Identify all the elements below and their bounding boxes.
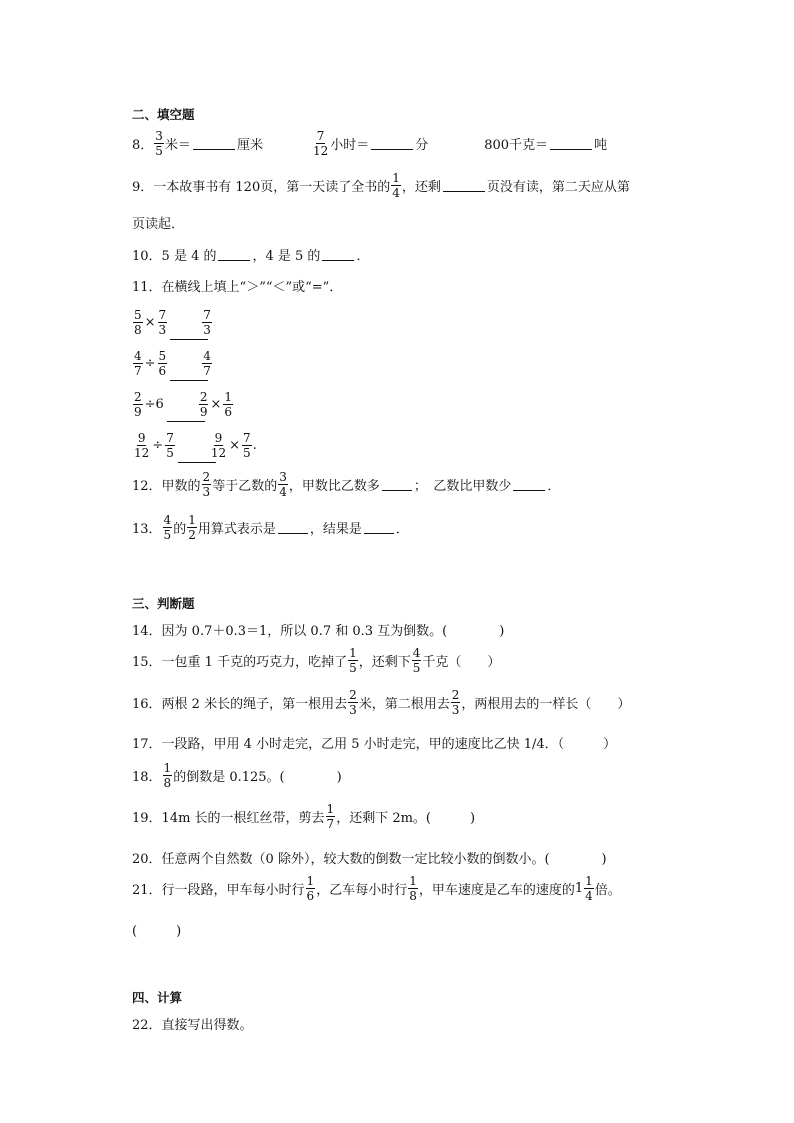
text: ，还剩下 [358, 655, 411, 670]
text: 吨 [594, 138, 608, 153]
question-19 [132, 803, 475, 830]
fraction: $\frac{4}{7}$ [134, 349, 142, 378]
fraction: $\frac{1}{6}$ [224, 390, 232, 419]
section-title-judgement: 三、判断题 [132, 596, 195, 611]
answer-blank[interactable] [443, 179, 485, 192]
fraction: $\frac{1}{2}$ [188, 513, 196, 542]
text: 厘米 [236, 138, 263, 153]
fraction: $\frac{7}{5}$ [166, 431, 174, 460]
fraction: $\frac{4}{7}$ [203, 349, 211, 378]
text: 倍。 [594, 883, 621, 898]
fraction: $\frac{1}{4}$ [585, 874, 593, 903]
text: 800千克＝ [484, 138, 549, 153]
text: 千克（ ） [422, 655, 501, 670]
question-9-line2: 页读起． [132, 217, 185, 232]
mixed-number-whole: 1 [574, 881, 584, 896]
fraction: $\frac{1}{8}$ [409, 874, 417, 903]
fraction: $\frac{2}{3}$ [451, 688, 460, 717]
text: 9．一本故事书有 120页，第一天读了全书的 [132, 180, 391, 195]
text: ； 乙数比甲数少 [413, 479, 512, 494]
text: ，4 是 5 的 [252, 249, 321, 264]
question-14: 14．因为 0.7＋0.3＝1，所以 0.7 和 0.3 互为倒数。( ) [132, 624, 505, 639]
fraction: $\frac{4}{5}$ [412, 646, 421, 675]
fraction: $\frac{1}{8}$ [163, 761, 172, 790]
compare-row-2 [132, 346, 213, 381]
fraction: $\frac{3}{5}$ [155, 129, 163, 158]
text: ． [547, 479, 561, 494]
text: 10．5 是 4 的 [132, 249, 217, 264]
text: . [252, 438, 257, 453]
text: ，还剩 [401, 180, 441, 195]
question-16 [132, 689, 630, 716]
fraction: $\frac{1}{4}$ [392, 171, 400, 200]
answer-blank[interactable] [278, 521, 308, 534]
question-22: 22．直接写出得数。 [132, 1018, 253, 1033]
text: 米＝ [164, 138, 191, 153]
text: 19．14m 长的一根红丝带，剪去 [132, 811, 325, 826]
question-18 [132, 762, 342, 789]
text: ，两根用去的一样长（ ） [461, 697, 631, 712]
answer-blank[interactable] [371, 137, 413, 150]
fraction: $\frac{2}{3}$ [202, 470, 211, 499]
text: 小时＝ [330, 138, 370, 153]
fraction: $\frac{3}{4}$ [279, 470, 287, 499]
fraction: $\frac{4}{5}$ [163, 513, 172, 542]
text: 13． [132, 522, 162, 537]
operator: × [229, 438, 241, 453]
fraction: $\frac{7}{5}$ [243, 431, 251, 460]
fraction: $\frac{9}{12}$ [210, 431, 227, 460]
text: 米，第二根用去 [358, 697, 450, 712]
text: 18． [132, 770, 162, 785]
operator: ÷ [144, 356, 156, 371]
answer-blank[interactable] [513, 478, 545, 491]
question-8 [132, 130, 607, 157]
fraction: $\frac{7}{3}$ [203, 308, 211, 337]
question-15 [132, 647, 500, 674]
operator: × [210, 397, 222, 412]
fraction: $\frac{9}{12}$ [134, 431, 150, 460]
text: 等于乙数的 [212, 479, 278, 494]
fraction: $\frac{1}{6}$ [306, 874, 315, 903]
answer-blank[interactable] [550, 137, 592, 150]
text: 用算式表示是 [197, 522, 276, 537]
question-17: 17．一段路，甲用 4 小时走完，乙用 5 小时走完，甲的速度比乙快 1/4．（ ） [132, 737, 617, 752]
text: ，乙车每小时行 [316, 883, 408, 898]
section-title-fill-blank: 二、填空题 [132, 107, 195, 122]
fraction: $\frac{2}{9}$ [199, 390, 208, 419]
section-title-calculation: 四、计算 [132, 990, 183, 1005]
fraction: $\frac{2}{9}$ [134, 390, 142, 419]
fraction: $\frac{7}{12}$ [312, 129, 329, 158]
text: ． [395, 522, 409, 537]
text: 16．两根 2 米长的绳子，第一根用去 [132, 697, 348, 712]
text: 分 [415, 138, 429, 153]
fraction: $\frac{2}{3}$ [349, 688, 357, 717]
compare-row-3 [132, 387, 234, 422]
question-12 [132, 471, 560, 498]
fraction: $\frac{7}{3}$ [158, 308, 167, 337]
compare-row-4 [132, 428, 257, 463]
question-20: 20．任意两个自然数（0 除外），较大数的倒数一定比较小数的倒数小。( ) [132, 852, 607, 867]
fraction: $\frac{1}{5}$ [349, 646, 357, 675]
question-number: 8． [132, 138, 154, 153]
text: ，甲车速度是乙车的速度的 [418, 883, 575, 898]
text: ，甲数比乙数多 [288, 479, 380, 494]
operator: × [144, 315, 156, 330]
question-10 [132, 245, 369, 264]
compare-row-1 [132, 305, 213, 340]
text: 的倒数是 0.125。( ) [173, 770, 342, 785]
question-21 [132, 875, 621, 902]
question-21-answer-paren: ( ) [132, 924, 182, 939]
text: ，还剩下 2m。( ) [336, 811, 476, 826]
answer-blank[interactable] [322, 248, 354, 261]
fraction: $\frac{5}{6}$ [158, 349, 167, 378]
answer-blank[interactable] [364, 521, 394, 534]
question-13 [132, 514, 409, 541]
text: 页没有读，第二天应从第 [486, 180, 630, 195]
question-9 [132, 172, 630, 199]
operator: ÷6 [144, 397, 164, 412]
question-11: 11．在横线上填上“＞”“＜”或“=”． [132, 280, 343, 295]
text: 12．甲数的 [132, 479, 201, 494]
operator: ÷ [152, 438, 164, 453]
answer-blank[interactable] [382, 478, 412, 491]
text: ，结果是 [309, 522, 362, 537]
text: 21．行一段路，甲车每小时行 [132, 883, 305, 898]
text: 的 [173, 522, 187, 537]
text: ． [356, 249, 370, 264]
text: 15．一包重 1 千克的巧克力，吃掉了 [132, 655, 348, 670]
answer-blank[interactable] [193, 137, 235, 150]
answer-blank[interactable] [218, 248, 250, 261]
fraction: $\frac{5}{8}$ [134, 308, 142, 337]
fraction: $\frac{1}{7}$ [326, 802, 335, 831]
